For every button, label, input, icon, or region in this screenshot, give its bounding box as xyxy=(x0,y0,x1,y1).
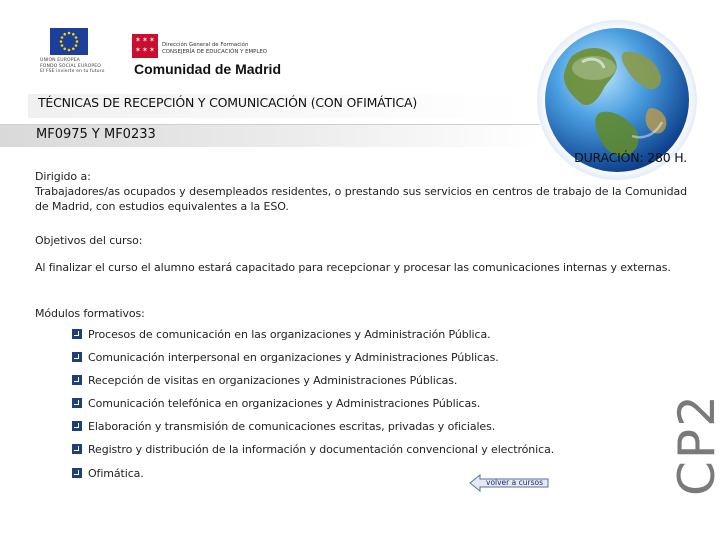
vertical-code-label xyxy=(582,310,726,500)
checkbox-bullet-icon xyxy=(72,444,82,454)
module-label: Recepción de visitas en organizaciones y Administraciones Públicas. xyxy=(88,374,458,388)
madrid-name: Comunidad de Madrid xyxy=(134,61,281,77)
madrid-sub-line: Dirección General de Formación xyxy=(162,42,249,48)
checkbox-bullet-icon xyxy=(72,421,82,431)
eu-text-line: FONDO SOCIAL EUROPEO xyxy=(40,63,101,69)
list-item xyxy=(72,373,592,396)
module-label: Comunicación telefónica en organizaciones y Administraciones Públicas. xyxy=(88,397,481,411)
eu-fse-logo xyxy=(40,28,128,80)
objetivos-label: Objetivos del curso: xyxy=(35,234,143,247)
module-label: Comunicación interpersonal en organizaciones y Administraciones Públicas. xyxy=(88,351,499,365)
madrid-flag-icon: ✶ ✶ ✶ ✶ ✶ ✶ xyxy=(132,34,158,58)
madrid-sub-line: CONSEJERÍA DE EDUCACIÓN Y EMPLEO xyxy=(162,48,268,55)
dirigido-text: Trabajadores/as ocupados y desempleados residentes, o prestando sus servicios en centros de trabajo de la Comunidad de Madrid, con estudios equivalentes a la ESO. xyxy=(35,185,687,213)
checkbox-bullet-icon xyxy=(72,468,82,478)
module-label: Registro y distribución de la información y documentación convencional y electrónica. xyxy=(88,443,555,457)
list-item xyxy=(72,350,592,373)
checkbox-bullet-icon xyxy=(72,352,82,362)
eu-flag-icon xyxy=(50,28,88,55)
eu-text-line: UNION EUROPEA xyxy=(40,58,80,63)
list-item xyxy=(72,396,592,419)
module-label: Elaboración y transmisión de comunicaciones escritas, privadas y oficiales. xyxy=(88,420,496,434)
list-item xyxy=(72,327,592,350)
header-logos xyxy=(0,0,720,90)
checkbox-bullet-icon xyxy=(72,398,82,408)
checkbox-bullet-icon xyxy=(72,375,82,385)
module-label: Ofimática. xyxy=(88,466,144,480)
comunidad-madrid-logo xyxy=(132,34,332,80)
eu-fse-text xyxy=(40,58,130,75)
madrid-department xyxy=(162,42,332,55)
back-to-courses-button[interactable] xyxy=(468,474,550,492)
course-duration: DURACIÓN: 280 H. xyxy=(574,150,687,165)
dirigido-label: Dirigido a: xyxy=(35,170,91,183)
module-label: Procesos de comunicación en las organizaciones y Administración Pública. xyxy=(88,328,491,341)
objetivos-text: Al finalizar el curso el alumno estará capacitado para recepcionar y procesar las comunicaciones internas y externas. xyxy=(35,261,671,274)
list-item xyxy=(72,442,592,465)
modulos-label: Módulos formativos: xyxy=(35,307,145,320)
checkbox-bullet-icon xyxy=(72,329,82,339)
eu-text-line: El FSE invierte en tu futuro xyxy=(40,69,105,75)
module-codes: MF0975 Y MF0233 xyxy=(36,127,156,142)
vertical-code-text: CP2 xyxy=(668,393,726,496)
course-title: TÉCNICAS DE RECEPCIÓN Y COMUNICACIÓN (CON OFIMÁTICA) xyxy=(38,95,418,110)
list-item xyxy=(72,419,592,442)
module-list xyxy=(72,327,592,489)
back-to-courses-label: volver a cursos xyxy=(486,478,543,487)
